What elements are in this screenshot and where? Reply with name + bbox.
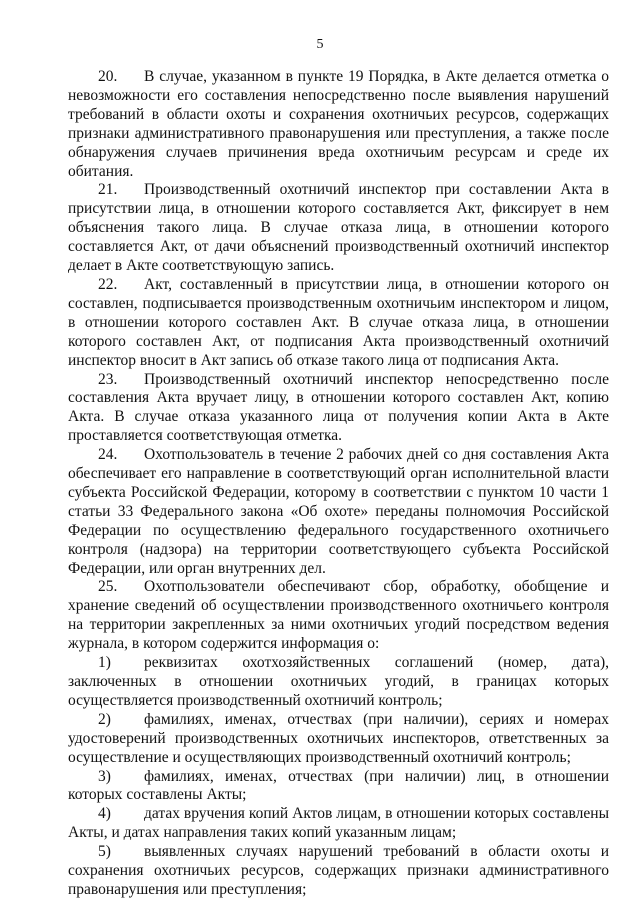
subitem-text: выявленных случаях нарушений требований в области охоты и сохранения охотничьих ресурсов, содержащих признаки административного правонарушения или преступления; (68, 843, 609, 898)
subitem-2 (68, 711, 609, 768)
paragraph-text: Акт, составленный в присутствии лица, в отношении которого он составлен, подписывается производственным охотничьим инспектором и лицом, в отношении которого составлен Акт. В случае отказа лица, в отношении которого составлен Акт, от подписания Акта производственный охотничий инспектор вносит в Акт запись об отказе такого лица от подписания Акта. (68, 275, 609, 369)
paragraph-text: Охотпользователи обеспечивают сбор, обработку, обобщение и хранение сведений об осуществлении производственного охотничьего контроля на территории закрепленных за ними охотничьих угодий посредством ведения журнала, в котором содержится информация о: (68, 578, 609, 653)
paragraph-number: 22. (98, 275, 118, 293)
paragraph-number: 24. (98, 446, 118, 464)
paragraph-number: 25. (98, 578, 118, 596)
paragraph-23 (68, 371, 609, 447)
paragraph-text: Охотпользователь в течение 2 рабочих дней со дня составления Акта обеспечивает его направление в соответствующий орган исполнительной власти субъекта Российской Федерации, которому в соответствии с пунктом 10 части 1 статьи 33 Федерального закона «Об охоте» переданы полномочия Российской Федерации по осуществлению федерального государственного охотничьего контроля (надзора) на территории соответствующего субъекта Российской Федерации, или орган внутренних дел. (68, 446, 609, 577)
document-body (68, 68, 609, 900)
subitem-number: 1) (98, 654, 111, 672)
paragraph-21 (68, 181, 609, 276)
paragraph-20 (68, 68, 609, 181)
subitem-3 (68, 768, 609, 806)
paragraph-25 (68, 578, 609, 654)
paragraph-number: 20. (98, 68, 118, 85)
subitem-text: реквизитах охотхозяйственных соглашений (номер, дата), заключенных в отношении охотничьих угодий, в границах которых осуществляется производственный охотничий контроль; (68, 654, 609, 709)
subitem-number: 2) (98, 710, 111, 728)
subitem-number: 3) (98, 767, 111, 785)
subitem-number: 4) (98, 805, 111, 823)
paragraph-22 (68, 276, 609, 371)
subitem-text: датах вручения копий Актов лицам, в отношении которых составлены Акты, и датах направления таких копий указанным лицам; (68, 805, 609, 842)
paragraph-text: Производственный охотничий инспектор при составлении Акта в присутствии лица, в отношении которого составляется Акт, фиксирует в нем объяснения такого лица. В случае отказа лица, в отношении которого составляется Акт, от дачи объяснений производственный охотничий инспектор делает в Акте соответствующую запись. (68, 181, 609, 275)
subitem-5 (68, 843, 609, 900)
subitem-4 (68, 805, 609, 843)
paragraph-number: 23. (98, 370, 118, 388)
paragraph-text: В случае, указанном в пункте 19 Порядка, в Акте делается отметка о невозможности его составления непосредственно после выявления нарушений требований в области охоты и сохранения охотничьих ресурсов, содержащих признаки административного правонарушения или преступления, а также после обнаружения случаев причинения вреда охотничьим ресурсам и среде их обитания. (68, 68, 609, 180)
paragraph-text: Производственный охотничий инспектор непосредственно после составления Акта вручает лицу, в отношении которого составлен Акт, копию Акта. В случае отказа указанного лица от получения копии Акта в Акте проставляется соответствующая отметка. (68, 370, 609, 445)
subitem-number: 5) (98, 843, 111, 861)
subitem-text: фамилиях, именах, отчествах (при наличии), сериях и номерах удостоверений производственных охотничьих инспекторов, ответственных за осуществление и осуществляющих производственный охотничий контроль; (68, 710, 609, 766)
paragraph-24 (68, 446, 609, 578)
subitem-1 (68, 654, 609, 711)
subitem-text: фамилиях, именах, отчествах (при наличии) лиц, в отношении которых составлены Акты; (68, 767, 609, 804)
page-number: 5 (316, 37, 324, 52)
paragraph-number: 21. (98, 181, 118, 199)
